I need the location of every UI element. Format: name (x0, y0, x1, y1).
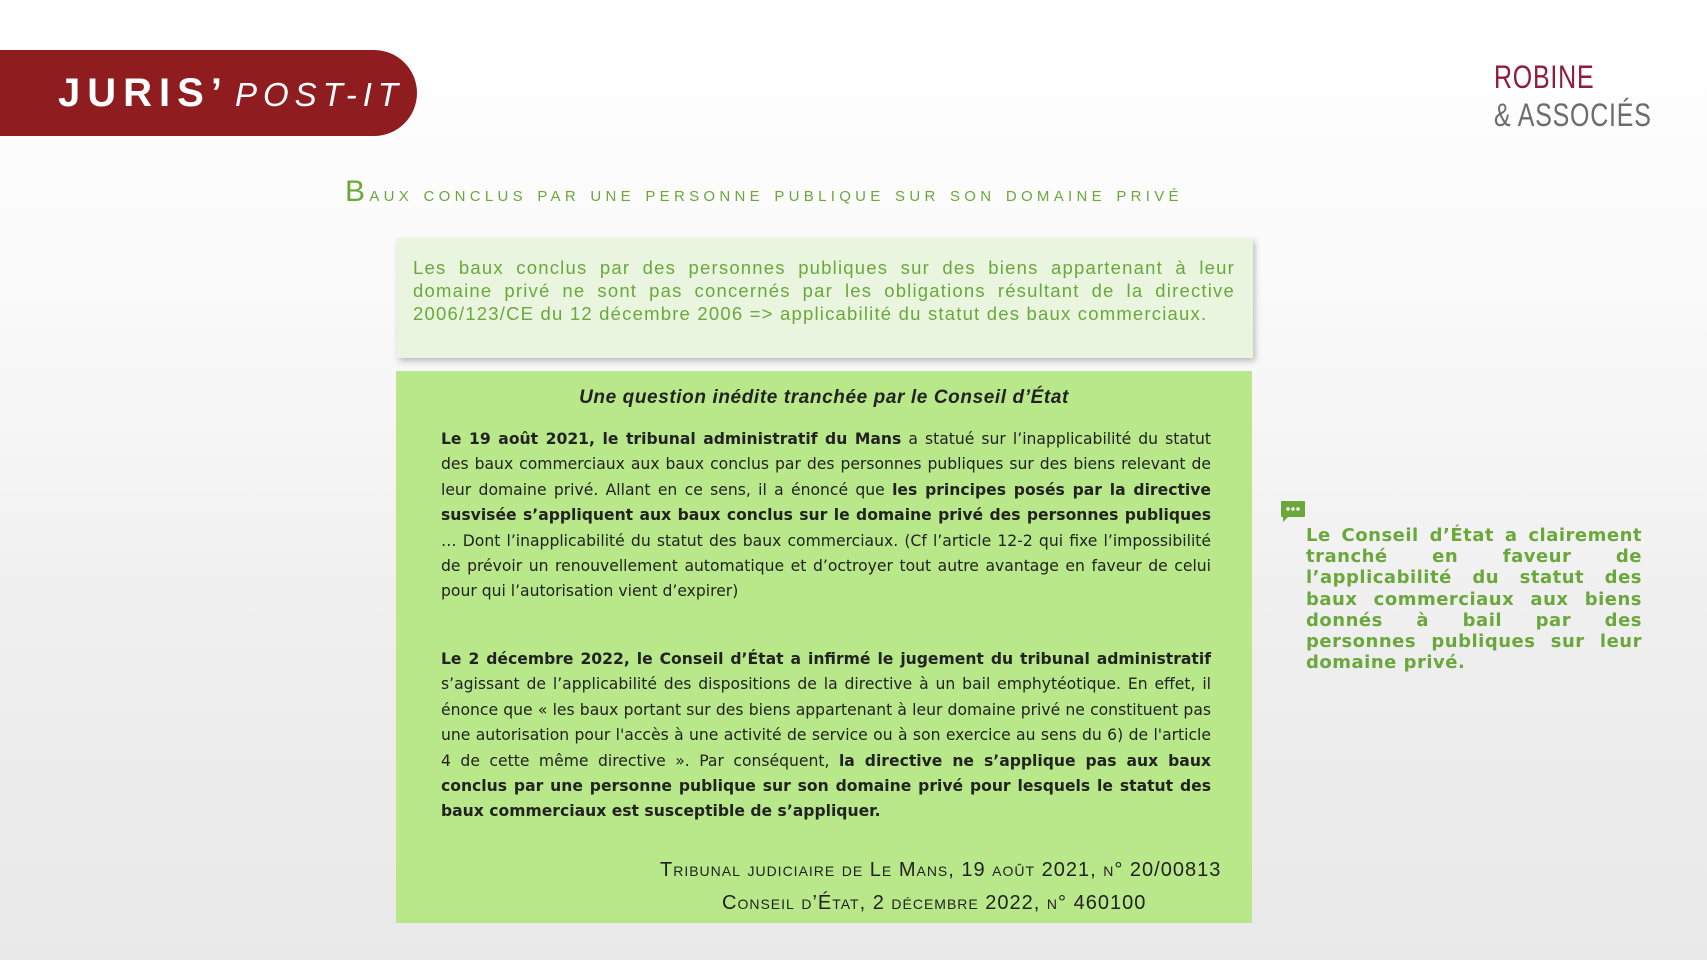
reference-conseil-etat: Conseil d’État, 2 décembre 2022, n° 460100 (722, 892, 1147, 914)
content-box (396, 371, 1252, 923)
side-note: Le Conseil d’État a clairement tranché en faveur de l’applicabilité du statut des baux commerciaux aux biens donnés à bail par des personnes publiques sur leur domaine privé. (1306, 525, 1642, 674)
comment-icon (1280, 500, 1306, 524)
title-initial: B (345, 175, 370, 208)
summary-box: Les baux conclus par des personnes publiques sur des biens appartenant à leur domaine privé ne sont pas concernés par les obligations résultant de la directive 2006/123/CE du 12 décembre 2006 => applicabilité du statut des baux commerciaux. (397, 238, 1253, 358)
title-rest: aux conclus par une personne publique sur son domaine privé (369, 181, 1183, 206)
p1-bold-a: Le 19 août 2021, le tribunal administratif du Mans (441, 430, 902, 448)
p1-text-a: a statué sur l’inapplicabilité du statut des baux commerciaux aux baux conclus par des personnes publiques sur des biens relevant de leur domaine privé. Allant en ce sens, il a énoncé que (441, 430, 1211, 499)
logo-line-2: & ASSOCIÉS (1494, 97, 1652, 133)
paragraph-conseil-etat (441, 647, 1211, 825)
p2-text-a: s’agissant de l’applicabilité des dispositions de la directive à un bail emphytéotique. En effet, il énonce que « les baux portant sur des biens appartenant à leur domaine privé ne constituent pas une autorisation pour l'accès à une activité de service ou à son exercice au sens du 6) de l'article 4 de cette même directive ». Par conséquent, (441, 675, 1211, 770)
p2-bold-b: la directive ne s’applique pas aux baux conclus par une personne publique sur son domaine privé pour lesquels le statut des baux commerciaux est susceptible de s’appliquer. (441, 751, 1211, 821)
header-banner (0, 50, 417, 136)
reference-tribunal: Tribunal judiciaire de Le Mans, 19 août 2021, n° 20/00813 (660, 859, 1222, 881)
page-title (345, 175, 1345, 209)
brand-name: JURIS’ (58, 70, 229, 115)
p1-bold-b: les principes posés par la directive susvisée s’appliquent aux baux conclus sur le domaine privé des personnes publiques (441, 480, 1211, 525)
logo-line-1: ROBINE (1494, 59, 1595, 95)
content-subtitle: Une question inédite tranchée par le Conseil d’État (579, 387, 1069, 408)
p2-bold-a: Le 2 décembre 2022, le Conseil d’État a infirmé le jugement du tribunal administratif (441, 650, 1211, 668)
brand-series: POST-IT (234, 76, 405, 113)
paragraph-tribunal (441, 427, 1211, 605)
p1-text-b: … Dont l’inapplicabilité du statut des baux commerciaux. (Cf l’article 12-2 qui fixe l’impossibilité de prévoir un renouvellement automatique et d’octroyer tout autre avantage en faveur de celui pour qui l’autorisation vient d’expirer) (441, 531, 1211, 601)
firm-logo (1494, 58, 1696, 134)
